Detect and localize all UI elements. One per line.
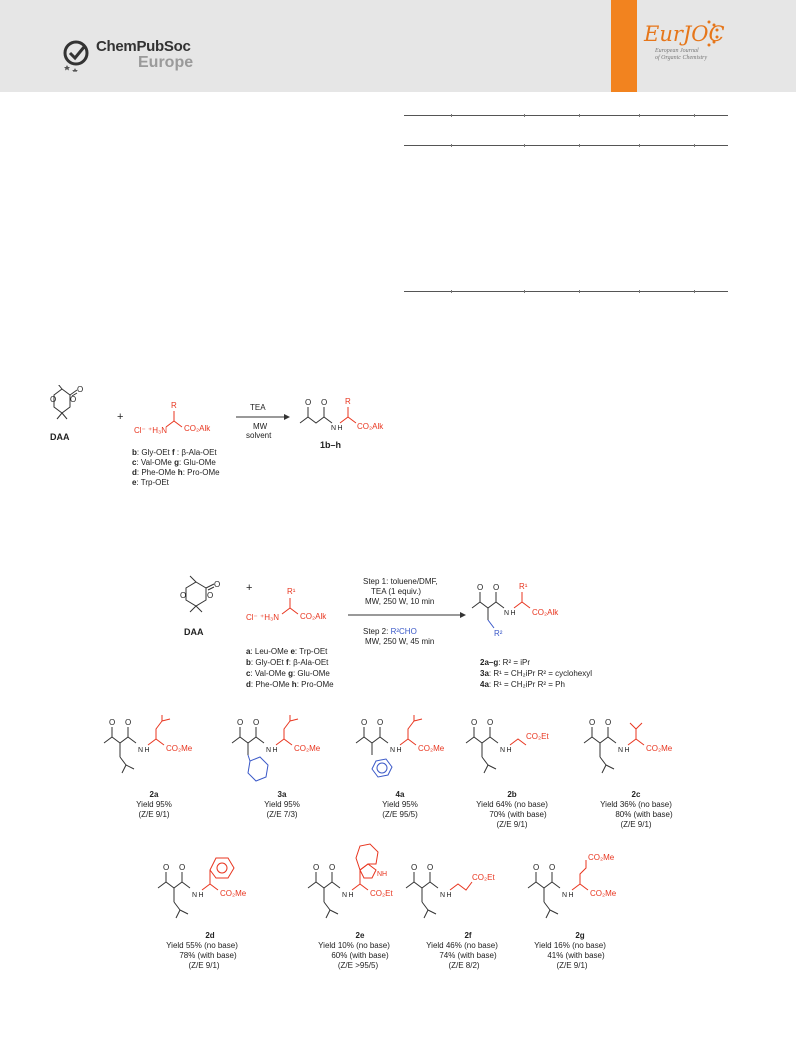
table-rule-bottom [404,291,728,292]
atom-o: O [313,863,320,872]
ratio-text: (Z/E >95/5) [337,961,379,970]
atom-o: O [163,863,170,872]
atom-o: O [109,718,116,727]
table-rule-top [404,115,728,116]
ester-group: CO₂Me [646,744,673,753]
atom-o: O [427,863,434,872]
product-1b-h [300,397,384,450]
chempubsoc-logo [62,36,222,80]
yield-text: Yield 95% [264,800,300,809]
atom-nh: N H [500,747,512,754]
ammonium-salt: Cl⁻ ⁺H₃N [134,426,168,435]
product-r: R [345,397,351,406]
scheme-2 [170,572,730,712]
atom-o: O [605,718,612,727]
compound-2a [104,715,193,819]
yield-with-base: 60% (with base) [331,951,389,960]
product-ester: CO₂Alk [532,608,559,617]
ratio-text: (Z/E 8/2) [448,961,480,970]
plus-sign: + [117,411,124,423]
ratio-text: (Z/E 95/5) [382,810,418,819]
compound-2d [158,858,247,970]
step2-line2: MW, 250 W, 45 min [365,637,435,646]
arrow-condition-2: solvent [246,431,272,440]
scheme2-product-legend [480,658,592,689]
atom-o: O [125,718,132,727]
yield-text: Yield 64% (no base) [476,800,548,809]
atom-o: O [411,863,418,872]
compound-label: 2e [355,931,365,940]
compound-label: 2b [507,790,517,799]
compound-2f [406,863,498,970]
yield-text: Yield 55% (no base) [166,941,238,950]
svg-text:c: Val-OMe g: Glu-OMe: c: Val-OMe g: Glu-OMe [246,669,330,678]
yield-text: Yield 10% (no base) [318,941,390,950]
compound-label: 2f [464,931,472,940]
publisher-region: Europe [138,54,194,71]
arrow-head-icon [460,612,466,618]
yield-text: Yield 46% (no base) [426,941,498,950]
yield-with-base: 70% (with base) [489,810,547,819]
ratio-text: (Z/E 9/1) [188,961,220,970]
publisher-wordmark: ChemPubSoc [96,38,191,55]
side-chain-ester: CO₂Me [588,853,615,862]
svg-text:e: Trp-OEt: e: Trp-OEt [132,478,169,487]
svg-text:4a: R¹ = CH₂iPr R² = Ph: 4a: R¹ = CH₂iPr R² = Ph [480,680,565,689]
step1-line2: TEA (1 equiv.) [371,587,422,596]
compound-3a [232,715,321,819]
atom-nh: N H [138,747,150,754]
scheme1-legend [132,448,220,487]
journal-brand: EurJOC [644,22,725,46]
compound-2b [466,718,549,829]
compound-4a [356,715,445,819]
compound-label: 3a [277,790,287,799]
journal-subtitle-2: of Organic Chemistry [655,55,708,61]
ratio-text: (Z/E 9/1) [620,820,652,829]
compound-2e [308,844,393,970]
svg-text:d: Phe-OMe h: Pro-OMe: d: Phe-OMe h: Pro-OMe [132,468,220,477]
ammonium-salt: Cl⁻ ⁺H₃N [246,613,280,622]
plus-sign: + [246,582,253,594]
amino-ester-reagent [134,401,211,435]
journal-subtitle-1: European Journal [655,48,699,54]
atom-o: O [321,398,328,407]
compound-label: 4a [395,790,405,799]
ester-group: CO₂Me [590,889,617,898]
atom-nh: N H [562,892,574,899]
atom-o: O [50,395,57,404]
svg-text:c: Val-OMe g: Glu-OMe: c: Val-OMe g: Glu-OMe [132,458,216,467]
ester-group: CO₂Et [370,889,393,898]
atom-o: O [549,863,556,872]
eu-stars-icon [611,0,741,92]
atom-nh: N H [331,425,343,432]
step1-line1: Step 1: toluene/DMF, [363,577,438,586]
table-rule-header [404,145,728,146]
svg-text:b: Gly-OEt f: β-Ala-OEt: b: Gly-OEt f: β-Ala-OEt [246,658,329,667]
step2-line1: Step 2: R²CHO [363,627,417,636]
yield-with-base: 74% (with base) [439,951,497,960]
atom-o: O [361,718,368,727]
ester-group: CO₂Alk [184,424,211,433]
indole-nh: NH [377,871,388,878]
svg-text:3a: R¹ = CH₂iPr R² = cyclohexy: 3a: R¹ = CH₂iPr R² = cyclohexyl [480,669,593,678]
ratio-text: (Z/E 9/1) [496,820,528,829]
daa-structure [180,576,220,637]
atom-o: O [533,863,540,872]
product-structure [472,582,559,638]
atom-nh: N H [618,747,630,754]
step1-line3: MW, 250 W, 10 min [365,597,435,606]
atom-nh: N H [504,610,516,617]
daa-label: DAA [50,432,70,442]
atom-o: O [70,395,77,404]
product-r1: R¹ [519,582,528,591]
yield-with-base: 41% (with base) [547,951,605,960]
yield-text: Yield 95% [136,800,172,809]
product-ester: CO₂Alk [357,422,384,431]
ester-group: CO₂Me [166,744,193,753]
substituent-r1: R¹ [287,587,296,596]
atom-o: O [329,863,336,872]
scheme2-reagent-legend [246,647,334,689]
product-r2: R² [494,629,503,638]
atom-nh: N H [266,747,278,754]
atom-nh: N H [342,892,354,899]
svg-text:a: Leu-OMe e: Trp-OEt: a: Leu-OMe e: Trp-OEt [246,647,328,656]
scheme-1 [48,385,448,495]
journal-logo [611,0,741,92]
atom-nh: N H [390,747,402,754]
substituent-r: R [171,401,177,410]
atom-o: O [305,398,312,407]
atom-o: O [589,718,596,727]
daa-structure [50,385,83,442]
svg-text:d: Phe-OMe h: Pro-OMe: d: Phe-OMe h: Pro-OMe [246,680,334,689]
compound-label: 2c [631,790,641,799]
atom-o: O [253,718,260,727]
product-label: 1b–h [320,440,342,450]
ester-group: CO₂Et [526,732,549,741]
compound-label: 2g [575,931,585,940]
yield-text: Yield 16% (no base) [534,941,606,950]
compound-label: 2a [149,790,159,799]
atom-o: O [214,580,221,589]
ratio-text: (Z/E 9/1) [138,810,170,819]
compound-label: 2d [205,931,215,940]
atom-o: O [207,591,214,600]
svg-text:2a–g: R² = iPr: 2a–g: R² = iPr [480,658,531,667]
amino-ester-reagent [246,587,327,622]
ratio-text: (Z/E 9/1) [556,961,588,970]
ester-group: CO₂Et [472,873,495,882]
compound-2g [528,853,617,970]
atom-o: O [377,718,384,727]
atom-o: O [471,718,478,727]
atom-o: O [493,583,500,592]
chempubsoc-emblem-icon [62,36,92,72]
atom-o: O [237,718,244,727]
daa-label: DAA [184,627,204,637]
yield-with-base: 78% (with base) [179,951,237,960]
arrow-head-icon [284,414,290,420]
ester-group: CO₂Me [294,744,321,753]
yield-with-base: 80% (with base) [615,810,673,819]
arrow-reagent: TEA [250,403,266,412]
compound-2c [584,718,673,829]
svg-text:b: Gly-OEt f : β-Ala-OEt: b: Gly-OEt f : β-Ala-OEt [132,448,217,457]
atom-nh: N H [440,892,452,899]
atom-o: O [477,583,484,592]
atom-o: O [179,863,186,872]
atom-o: O [487,718,494,727]
yield-text: Yield 36% (no base) [600,800,672,809]
atom-nh: N H [192,892,204,899]
atom-o: O [77,385,84,394]
ratio-text: (Z/E 7/3) [266,810,298,819]
ester-group: CO₂Me [418,744,445,753]
atom-o: O [180,591,187,600]
ester-group: CO₂Alk [300,612,327,621]
compounds-row-2 [150,820,790,970]
yield-text: Yield 95% [382,800,418,809]
ester-group: CO₂Me [220,889,247,898]
arrow-condition-1: MW [253,422,268,431]
